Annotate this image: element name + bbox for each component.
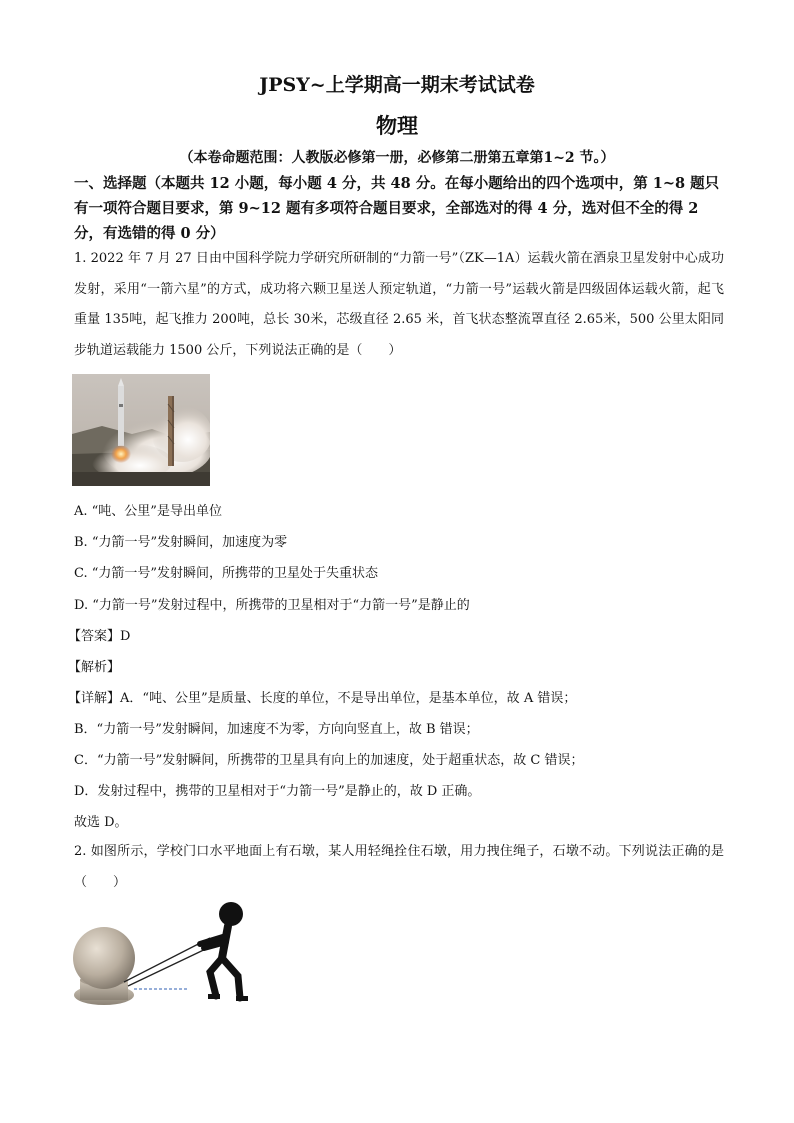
- detail-line-d: D．发射过程中，携带的卫星相对于“力箭一号”是静止的，故 D 正确。: [74, 784, 481, 799]
- exam-title: JPSY~上学期高一期末考试试卷: [259, 74, 535, 96]
- conclusion: 故选 D。: [74, 815, 128, 830]
- option-b: B. “力箭一号”发射瞬间，加速度为零: [74, 535, 288, 550]
- subject-title: 物理: [376, 113, 418, 138]
- option-a: A. “吨、公里”是导出单位: [74, 504, 222, 519]
- answer-label: 【答案】D: [68, 629, 131, 644]
- option-c: C. “力箭一号”发射瞬间，所携带的卫星处于失重状态: [74, 566, 379, 581]
- section-heading: 一、选择题（本题共 12 小题，每小题 4 分，共 48 分。在每小题给出的四个选项中，第 1~8 题只有一项符合题目要求，第 9~12 题有多项符合题目要求，全部选对的得 4 分，选对但不全的得 2 分，有选错的得 0 分）: [74, 175, 720, 242]
- question-1-stem: 1. 2022 年 7 月 27 日由中国科学院力学研究所研制的“力箭一号”（ZK—1A）运载火箭在酒泉卫星发射中心成功发射，采用“一箭六星”的方式，成功将六颗卫星送人预定轨道，“力箭一号”运载火箭是四级固体运载火箭，起飞重量 135吨，起飞推力 200吨，总长 30米，芯级直径 2.65 米，首飞状态整流罩直径 2.65米，500 公里太阳同步轨道运载能力 1500 公斤，下列说法正确的是（ ）: [74, 251, 724, 358]
- detail-line-b: B．“力箭一号”发射瞬间，加速度不为零，方向向竖直上，故 B 错误；: [74, 722, 479, 737]
- stone-pier-figure: [72, 900, 272, 1018]
- detail-line-a: 【详解】A．“吨、公里”是质量、长度的单位，不是导出单位，是基本单位，故 A 错误；: [68, 691, 577, 706]
- rocket-launch-photo: [72, 374, 210, 486]
- question-2-stem: 2. 如图所示，学校门口水平地面上有石墩，某人用轻绳拴住石墩，用力拽住绳子，石墩不动。下列说法正确的是（ ）: [74, 844, 724, 890]
- detail-line-c: C．“力箭一号”发射瞬间，所携带的卫星具有向上的加速度，处于超重状态，故 C 错误；: [74, 753, 584, 768]
- analysis-label: 【解析】: [68, 660, 121, 675]
- exam-scope: （本卷命题范围：人教版必修第一册，必修第二册第五章第1~2 节。）: [179, 150, 615, 166]
- option-d: D. “力箭一号”发射过程中，所携带的卫星相对于“力箭一号”是静止的: [74, 598, 470, 613]
